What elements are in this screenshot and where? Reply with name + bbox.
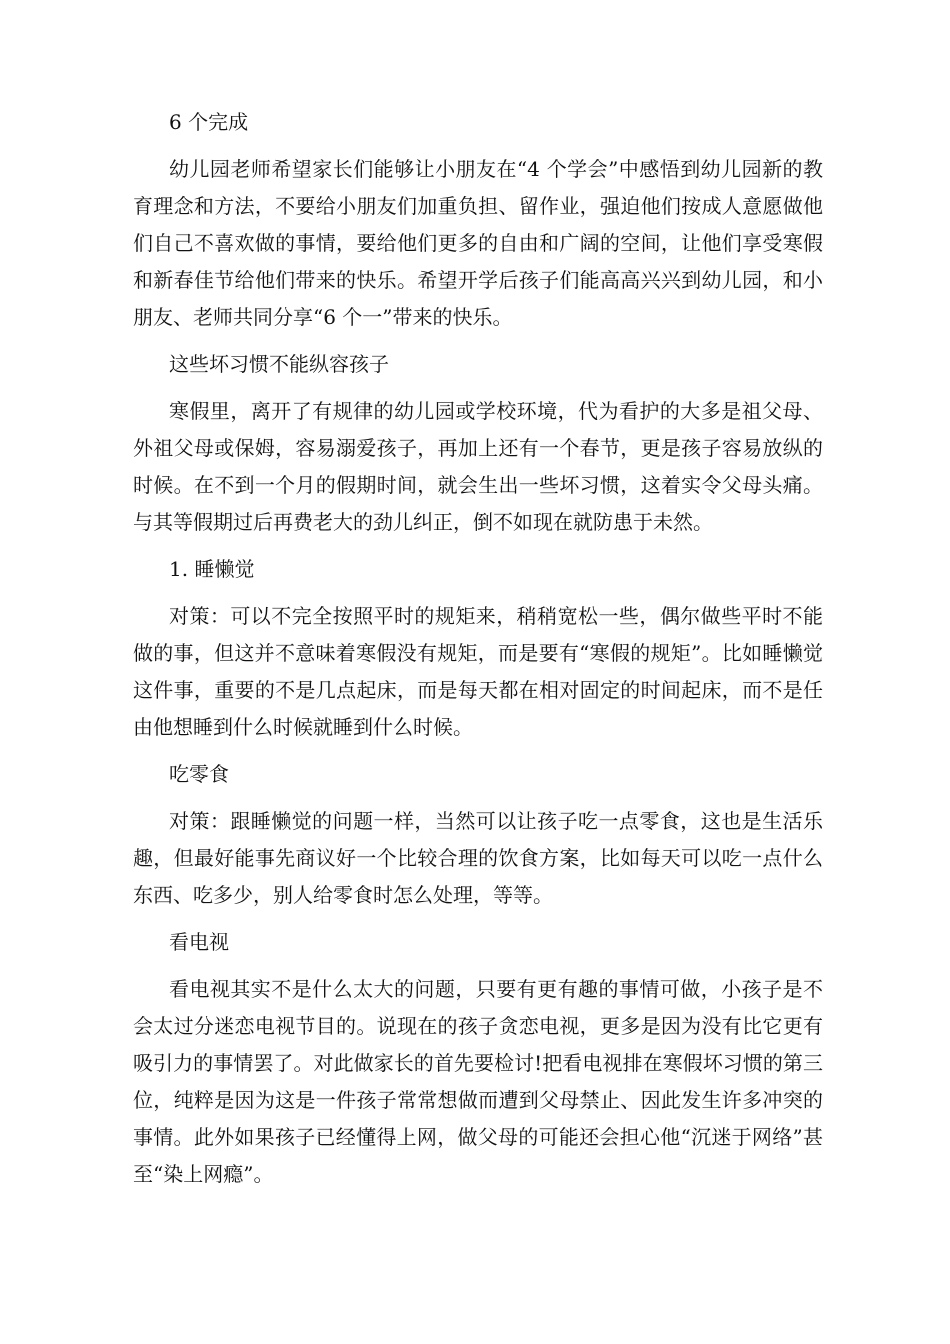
- section-heading-snacks: 吃零食: [169, 762, 229, 786]
- section-heading-sleeping-in: 1. 睡懒觉: [169, 557, 255, 581]
- paragraph-watching-tv: 看电视其实不是什么太大的问题，只要有更有趣的事情可做，小孩子是不会太过分迷恋电视节目的。说现在的孩子贪恋电视，更多是因为没有比它更有吸引力的事情罢了。对此做家长的首先要检讨!把看电视排在寒假坏习惯的第三位，纯粹是因为这是一件孩子常常想做而遭到父母禁止、因此发生许多冲突的事情。此外如果孩子已经懂得上网，做父母的可能还会担心他“沉迷于网络”甚至“染上网瘾”。: [133, 977, 823, 1186]
- document-body: [133, 104, 823, 1203]
- paragraph-winter-break: 寒假里，离开了有规律的幼儿园或学校环境，代为看护的大多是祖父母、外祖父母或保姆，容易溺爱孩子，再加上还有一个春节，更是孩子容易放纵的时候。在不到一个月的假期时间，就会生出一些坏习惯，这着实令父母头痛。与其等假期过后再费老大的劲儿纠正，倒不如现在就防患于未然。: [133, 399, 823, 534]
- paragraph-teacher-hopes: 幼儿园老师希望家长们能够让小朋友在“4 个学会”中感悟到幼儿园新的教育理念和方法，不要给小朋友们加重负担、留作业，强迫他们按成人意愿做他们自己不喜欢做的事情，要给他们更多的自由和广阔的空间，让他们享受寒假和新春佳节给他们带来的快乐。希望开学后孩子们能高高兴兴到幼儿园，和小朋友、老师共同分享“6 个一”带来的快乐。: [133, 157, 823, 329]
- paragraph-snacks-strategy: 对策：跟睡懒觉的问题一样，当然可以让孩子吃一点零食，这也是生活乐趣，但最好能事先商议好一个比较合理的饮食方案，比如每天可以吃一点什么东西、吃多少，别人给零食时怎么处理，等等。: [133, 809, 823, 907]
- section-heading-watching-tv: 看电视: [169, 930, 229, 954]
- paragraph-sleeping-in-strategy: 对策：可以不完全按照平时的规矩来，稍稍宽松一些，偶尔做些平时不能做的事，但这并不意味着寒假没有规矩，而是要有“寒假的规矩”。比如睡懒觉这件事，重要的不是几点起床，而是每天都在相对固定的时间起床，而不是任由他想睡到什么时候就睡到什么时候。: [133, 604, 823, 739]
- section-heading-six-completions: 6 个完成: [169, 110, 249, 134]
- section-heading-bad-habits: 这些坏习惯不能纵容孩子: [169, 352, 389, 376]
